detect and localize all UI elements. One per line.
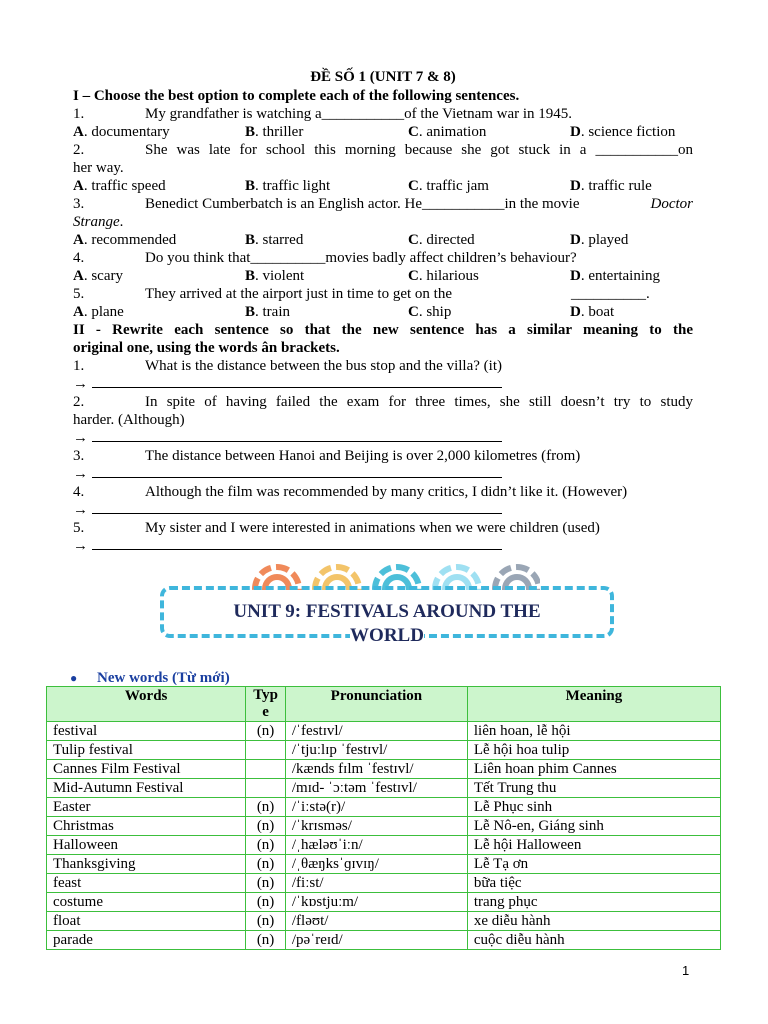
type-cell: (n) — [246, 836, 286, 855]
section2-heading-line2: original one, using the words ân brackets. — [73, 340, 340, 356]
meaning-cell: Lễ hội hoa tulip — [467, 741, 720, 760]
word-cell: festival — [47, 722, 246, 741]
pronunciation-cell: /ˈtjuːlɪp ˈfestɪvl/ — [285, 741, 467, 760]
answer-line-3[interactable]: → — [73, 465, 693, 483]
table-row — [47, 931, 721, 950]
table-row — [47, 855, 721, 874]
pronunciation-cell: /ˈkrɪsməs/ — [285, 817, 467, 836]
question-4: 4. Do you think that__________movies badly affect children’s behaviour? — [73, 250, 577, 266]
table-row — [47, 779, 721, 798]
exercise-page — [73, 68, 693, 555]
table-row — [47, 798, 721, 817]
word-cell: costume — [47, 893, 246, 912]
table-row — [47, 874, 721, 893]
header-type: Typ e — [246, 687, 286, 722]
table-row — [47, 912, 721, 931]
pronunciation-cell: /fiːst/ — [285, 874, 467, 893]
rewrite-2: 2. In spite of having failed the exam for three times, she still doesn’t try to study — [73, 394, 693, 410]
type-cell: (n) — [246, 855, 286, 874]
option-a: A. plane — [73, 304, 124, 320]
type-cell: (n) — [246, 722, 286, 741]
word-cell: Christmas — [47, 817, 246, 836]
type-cell — [246, 741, 286, 760]
options-5 — [73, 303, 693, 321]
type-cell: (n) — [246, 912, 286, 931]
pronunciation-cell: /pəˈreɪd/ — [285, 931, 467, 950]
meaning-cell: Lễ Phục sinh — [467, 798, 720, 817]
pronunciation-cell: /kænds fɪlm ˈfestɪvl/ — [285, 760, 467, 779]
option-d: D. science fiction — [570, 124, 676, 140]
unit-banner — [160, 560, 618, 646]
option-d: D. boat — [570, 304, 615, 320]
vocab-table — [46, 686, 721, 950]
word-cell: Easter — [47, 798, 246, 817]
option-c: C. directed — [408, 232, 475, 248]
bullet-icon: ● — [70, 671, 78, 685]
table-row — [47, 893, 721, 912]
word-cell: Cannes Film Festival — [47, 760, 246, 779]
meaning-cell: Liên hoan phim Cannes — [467, 760, 720, 779]
options-4 — [73, 267, 693, 285]
page-number: 1 — [682, 963, 690, 978]
answer-line-2[interactable]: → — [73, 429, 693, 447]
rewrite-5: 5. My sister and I were interested in animations when we were children (used) — [73, 520, 600, 536]
type-cell: (n) — [246, 893, 286, 912]
question-2: 2. She was late for school this morning because she got stuck in a ___________on — [73, 142, 693, 158]
answer-line-4[interactable]: → — [73, 501, 693, 519]
table-header-row — [47, 687, 721, 722]
type-cell: (n) — [246, 817, 286, 836]
answer-line-5[interactable]: → — [73, 537, 693, 555]
answer-line-1[interactable]: → — [73, 375, 693, 393]
type-cell: (n) — [246, 798, 286, 817]
unit-title: UNIT 9: FESTIVALS AROUND THE WORLD — [160, 586, 614, 638]
type-cell: (n) — [246, 931, 286, 950]
option-a: A. documentary — [73, 124, 170, 140]
rewrite-1: 1. What is the distance between the bus stop and the villa? (it) — [73, 358, 502, 374]
word-cell: Tulip festival — [47, 741, 246, 760]
option-c: C. hilarious — [408, 268, 479, 284]
section2-heading-line1: II - Rewrite each sentence so that the new sentence has a similar meaning to the — [73, 322, 693, 338]
question-3-cont: Strange. — [73, 214, 124, 230]
pronunciation-cell: /ˈiːstə(r)/ — [285, 798, 467, 817]
header-meaning: Meaning — [467, 687, 720, 722]
meaning-cell: Lễ hội Halloween — [467, 836, 720, 855]
pronunciation-cell: /ˌθæŋksˈɡɪvɪŋ/ — [285, 855, 467, 874]
word-cell: Halloween — [47, 836, 246, 855]
table-row — [47, 817, 721, 836]
type-cell — [246, 779, 286, 798]
meaning-cell: liên hoan, lễ hội — [467, 722, 720, 741]
option-c: C. ship — [408, 304, 452, 320]
option-a: A. traffic speed — [73, 178, 166, 194]
options-2 — [73, 177, 693, 195]
option-a: A. scary — [73, 268, 123, 284]
word-cell: Mid-Autumn Festival — [47, 779, 246, 798]
table-row — [47, 722, 721, 741]
pronunciation-cell: /fləʊt/ — [285, 912, 467, 931]
meaning-cell: xe diễu hành — [467, 912, 720, 931]
rewrite-4: 4. Although the film was recommended by many critics, I didn’t like it. (However) — [73, 484, 628, 500]
option-d: D. played — [570, 232, 629, 248]
option-b: B. starred — [245, 232, 304, 248]
pronunciation-cell: /mɪd- ˈɔːtəm ˈfestɪvl/ — [285, 779, 467, 798]
question-2-cont: her way. — [73, 160, 124, 176]
pronunciation-cell: /ˌhæləʊˈiːn/ — [285, 836, 467, 855]
rewrite-2-cont: harder. (Although) — [73, 412, 185, 428]
pronunciation-cell: /ˈkɒstjuːm/ — [285, 893, 467, 912]
option-b: B. train — [245, 304, 291, 320]
page-title: ĐỀ SỐ 1 (UNIT 7 & 8) — [310, 69, 456, 85]
options-1 — [73, 123, 693, 141]
meaning-cell: cuộc diễu hành — [467, 931, 720, 950]
header-words: Words — [47, 687, 246, 722]
question-5: 5. They arrived at the airport just in time to get on the __________. — [73, 286, 650, 302]
word-cell: float — [47, 912, 246, 931]
type-cell — [246, 760, 286, 779]
option-b: B. thriller — [245, 124, 304, 140]
meaning-cell: Tết Trung thu — [467, 779, 720, 798]
options-3 — [73, 231, 693, 249]
pronunciation-cell: /ˈfestɪvl/ — [285, 722, 467, 741]
meaning-cell: trang phục — [467, 893, 720, 912]
table-row — [47, 741, 721, 760]
rewrite-3: 3. The distance between Hanoi and Beijing is over 2,000 kilometres (from) — [73, 448, 581, 464]
table-row — [47, 760, 721, 779]
header-pronunciation: Pronunciation — [285, 687, 467, 722]
option-d: D. traffic rule — [570, 178, 652, 194]
meaning-cell: Lễ Tạ ơn — [467, 855, 720, 874]
question-1: 1. My grandfather is watching a___________of the Vietnam war in 1945. — [73, 106, 573, 122]
type-cell: (n) — [246, 874, 286, 893]
meaning-cell: bữa tiệc — [467, 874, 720, 893]
option-a: A. recommended — [73, 232, 177, 248]
section1-heading: I – Choose the best option to complete each of the following sentences. — [73, 88, 520, 104]
word-cell: parade — [47, 931, 246, 950]
new-words-heading: ● New words (Từ mới) — [70, 670, 230, 686]
option-c: C. traffic jam — [408, 178, 489, 194]
option-b: B. traffic light — [245, 178, 331, 194]
question-3: 3. Benedict Cumberbatch is an English actor. He___________in the movie Doctor — [73, 196, 693, 212]
option-d: D. entertaining — [570, 268, 660, 284]
word-cell: feast — [47, 874, 246, 893]
word-cell: Thanksgiving — [47, 855, 246, 874]
meaning-cell: Lễ Nô-en, Giáng sinh — [467, 817, 720, 836]
table-row — [47, 836, 721, 855]
option-b: B. violent — [245, 268, 305, 284]
option-c: C. animation — [408, 124, 487, 140]
